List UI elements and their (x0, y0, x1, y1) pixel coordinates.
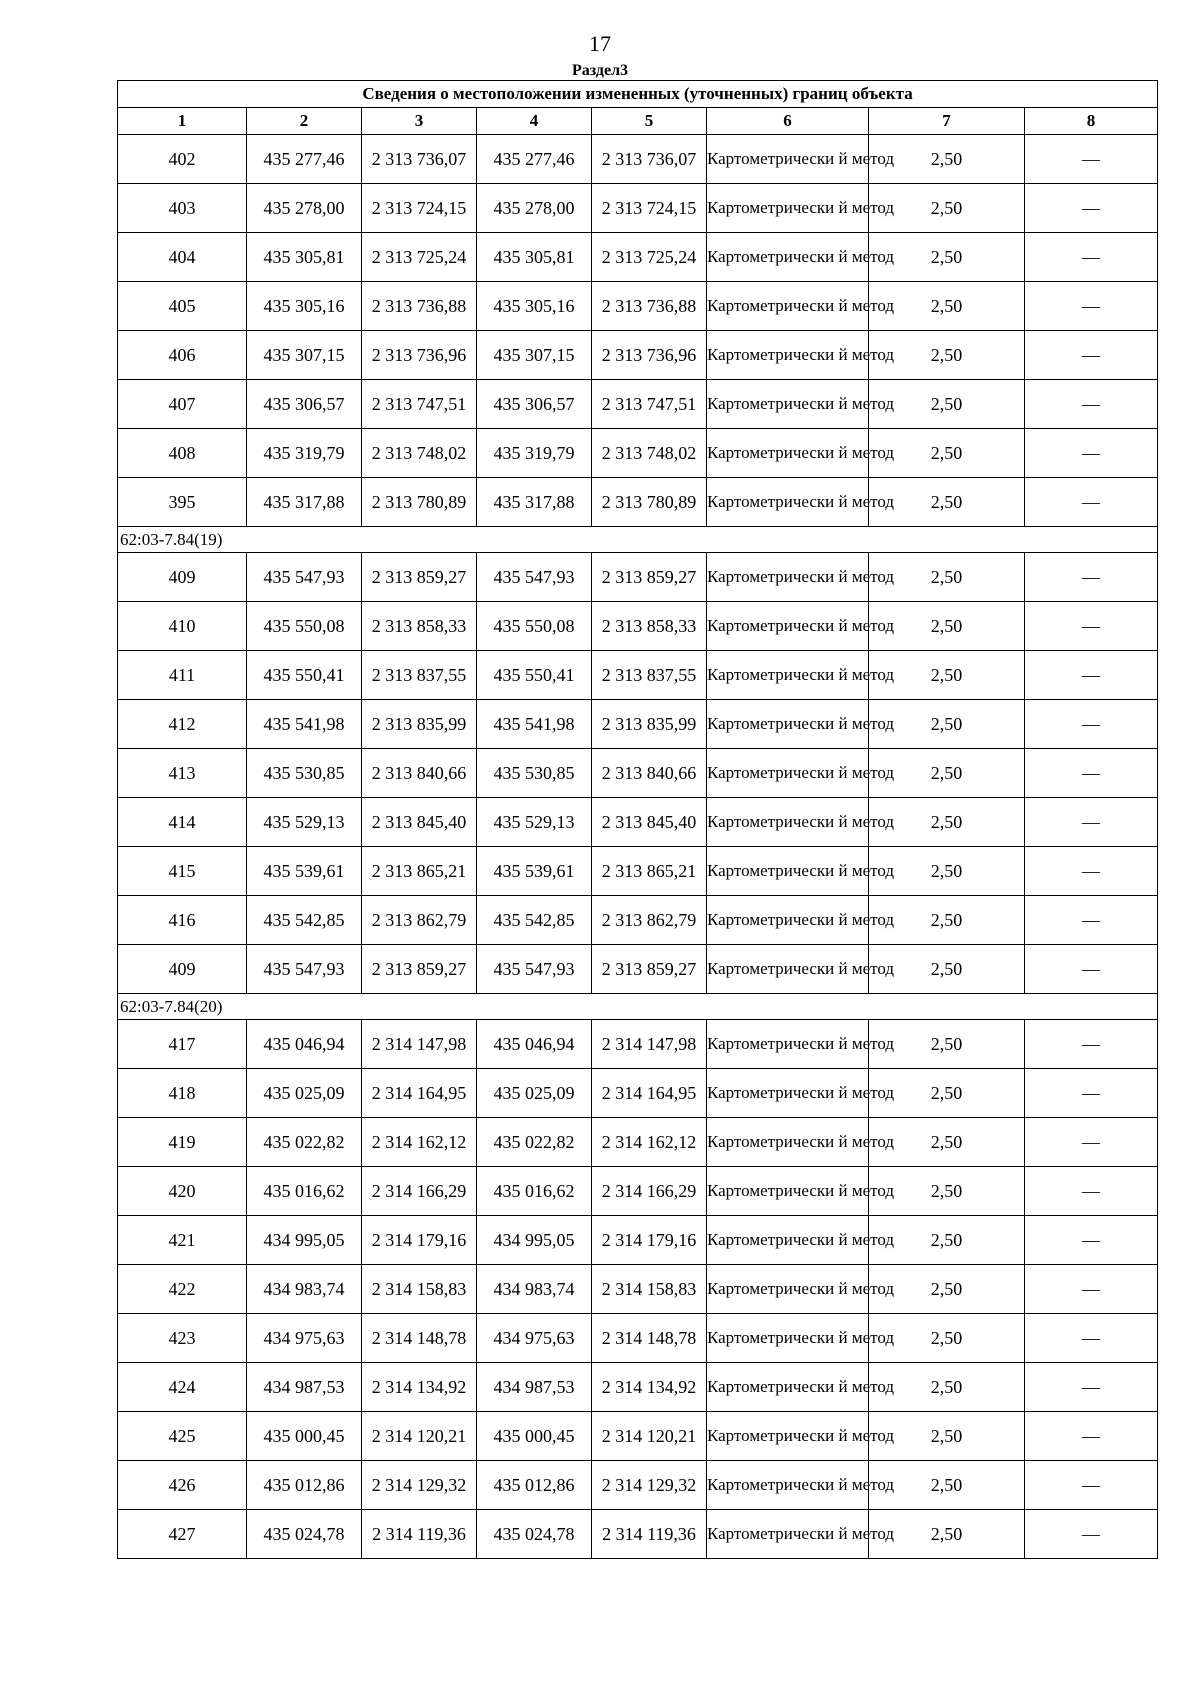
method-cell: Картометрически й метод (707, 798, 869, 847)
accuracy-cell: 2,50 (869, 282, 1025, 331)
x-new-coordinate-cell: 435 278,00 (477, 184, 592, 233)
accuracy-cell: 2,50 (869, 1314, 1025, 1363)
y-coordinate-cell: 2 313 736,07 (362, 135, 477, 184)
x-new-coordinate-cell: 435 542,85 (477, 896, 592, 945)
y-new-coordinate-cell: 2 314 120,21 (592, 1412, 707, 1461)
y-coordinate-cell: 2 313 840,66 (362, 749, 477, 798)
description-cell: — (1025, 331, 1158, 380)
description-cell: — (1025, 135, 1158, 184)
point-number-cell: 422 (118, 1265, 247, 1314)
group-label: 62:03-7.84(20) (118, 994, 1158, 1020)
table-row (118, 700, 1158, 749)
table-row (118, 1412, 1158, 1461)
x-coordinate-cell: 435 024,78 (247, 1510, 362, 1559)
x-coordinate-cell: 435 306,57 (247, 380, 362, 429)
y-coordinate-cell: 2 313 835,99 (362, 700, 477, 749)
description-cell: — (1025, 896, 1158, 945)
column-header: 6 (707, 108, 869, 135)
description-cell: — (1025, 282, 1158, 331)
y-coordinate-cell: 2 313 859,27 (362, 945, 477, 994)
accuracy-cell: 2,50 (869, 184, 1025, 233)
point-number-cell: 424 (118, 1363, 247, 1412)
method-cell: Картометрически й метод (707, 1020, 869, 1069)
x-coordinate-cell: 435 025,09 (247, 1069, 362, 1118)
description-cell: — (1025, 1363, 1158, 1412)
accuracy-cell: 2,50 (869, 429, 1025, 478)
point-number-cell: 402 (118, 135, 247, 184)
y-new-coordinate-cell: 2 313 736,88 (592, 282, 707, 331)
x-coordinate-cell: 435 530,85 (247, 749, 362, 798)
description-cell: — (1025, 184, 1158, 233)
y-new-coordinate-cell: 2 313 837,55 (592, 651, 707, 700)
accuracy-cell: 2,50 (869, 478, 1025, 527)
x-coordinate-cell: 435 547,93 (247, 945, 362, 994)
x-new-coordinate-cell: 435 539,61 (477, 847, 592, 896)
method-cell: Картометрически й метод (707, 1167, 869, 1216)
y-new-coordinate-cell: 2 313 858,33 (592, 602, 707, 651)
x-new-coordinate-cell: 435 541,98 (477, 700, 592, 749)
accuracy-cell: 2,50 (869, 380, 1025, 429)
method-cell: Картометрически й метод (707, 282, 869, 331)
description-cell: — (1025, 1461, 1158, 1510)
x-coordinate-cell: 435 016,62 (247, 1167, 362, 1216)
description-cell: — (1025, 798, 1158, 847)
y-new-coordinate-cell: 2 313 736,07 (592, 135, 707, 184)
x-new-coordinate-cell: 434 983,74 (477, 1265, 592, 1314)
accuracy-cell: 2,50 (869, 651, 1025, 700)
description-cell: — (1025, 1118, 1158, 1167)
description-cell: — (1025, 749, 1158, 798)
point-number-cell: 426 (118, 1461, 247, 1510)
group-header-row (118, 527, 1158, 553)
method-cell: Картометрически й метод (707, 1461, 869, 1510)
point-number-cell: 414 (118, 798, 247, 847)
x-new-coordinate-cell: 435 046,94 (477, 1020, 592, 1069)
x-coordinate-cell: 435 278,00 (247, 184, 362, 233)
y-coordinate-cell: 2 313 736,88 (362, 282, 477, 331)
point-number-cell: 412 (118, 700, 247, 749)
y-new-coordinate-cell: 2 314 162,12 (592, 1118, 707, 1167)
y-coordinate-cell: 2 314 134,92 (362, 1363, 477, 1412)
method-cell: Картометрически й метод (707, 651, 869, 700)
accuracy-cell: 2,50 (869, 945, 1025, 994)
y-new-coordinate-cell: 2 313 865,21 (592, 847, 707, 896)
y-coordinate-cell: 2 314 147,98 (362, 1020, 477, 1069)
y-coordinate-cell: 2 313 748,02 (362, 429, 477, 478)
y-coordinate-cell: 2 314 148,78 (362, 1314, 477, 1363)
table-row (118, 380, 1158, 429)
method-cell: Картометрически й метод (707, 1265, 869, 1314)
x-coordinate-cell: 435 000,45 (247, 1412, 362, 1461)
method-cell: Картометрически й метод (707, 896, 869, 945)
section-title: Раздел3 (571, 62, 629, 79)
y-coordinate-cell: 2 313 736,96 (362, 331, 477, 380)
x-new-coordinate-cell: 435 547,93 (477, 945, 592, 994)
point-number-cell: 427 (118, 1510, 247, 1559)
table-row (118, 1363, 1158, 1412)
x-coordinate-cell: 435 319,79 (247, 429, 362, 478)
x-coordinate-cell: 434 995,05 (247, 1216, 362, 1265)
description-cell: — (1025, 1216, 1158, 1265)
x-new-coordinate-cell: 435 319,79 (477, 429, 592, 478)
table-row (118, 478, 1158, 527)
point-number-cell: 418 (118, 1069, 247, 1118)
point-number-cell: 415 (118, 847, 247, 896)
y-coordinate-cell: 2 313 780,89 (362, 478, 477, 527)
x-new-coordinate-cell: 435 022,82 (477, 1118, 592, 1167)
table-row (118, 651, 1158, 700)
point-number-cell: 413 (118, 749, 247, 798)
method-cell: Картометрически й метод (707, 1412, 869, 1461)
y-new-coordinate-cell: 2 313 835,99 (592, 700, 707, 749)
x-new-coordinate-cell: 435 317,88 (477, 478, 592, 527)
method-cell: Картометрически й метод (707, 1069, 869, 1118)
description-cell: — (1025, 1412, 1158, 1461)
y-coordinate-cell: 2 314 129,32 (362, 1461, 477, 1510)
group-label: 62:03-7.84(19) (118, 527, 1158, 553)
y-new-coordinate-cell: 2 314 148,78 (592, 1314, 707, 1363)
y-new-coordinate-cell: 2 313 780,89 (592, 478, 707, 527)
table-row (118, 1461, 1158, 1510)
column-header-row (118, 108, 1158, 135)
column-header: 2 (247, 108, 362, 135)
y-new-coordinate-cell: 2 313 859,27 (592, 553, 707, 602)
x-coordinate-cell: 435 277,46 (247, 135, 362, 184)
y-new-coordinate-cell: 2 313 862,79 (592, 896, 707, 945)
method-cell: Картометрически й метод (707, 1510, 869, 1559)
y-coordinate-cell: 2 313 862,79 (362, 896, 477, 945)
table-row (118, 1265, 1158, 1314)
table-row (118, 135, 1158, 184)
x-coordinate-cell: 434 975,63 (247, 1314, 362, 1363)
method-cell: Картометрически й метод (707, 1314, 869, 1363)
accuracy-cell: 2,50 (869, 553, 1025, 602)
y-coordinate-cell: 2 313 845,40 (362, 798, 477, 847)
x-new-coordinate-cell: 435 530,85 (477, 749, 592, 798)
method-cell: Картометрически й метод (707, 1118, 869, 1167)
y-coordinate-cell: 2 314 164,95 (362, 1069, 477, 1118)
method-cell: Картометрически й метод (707, 1363, 869, 1412)
description-cell: — (1025, 1510, 1158, 1559)
y-new-coordinate-cell: 2 314 129,32 (592, 1461, 707, 1510)
accuracy-cell: 2,50 (869, 1412, 1025, 1461)
accuracy-cell: 2,50 (869, 847, 1025, 896)
x-coordinate-cell: 434 983,74 (247, 1265, 362, 1314)
y-new-coordinate-cell: 2 314 166,29 (592, 1167, 707, 1216)
boundary-coordinates-table (117, 80, 1158, 1559)
column-header: 3 (362, 108, 477, 135)
column-header: 7 (869, 108, 1025, 135)
group-header-row (118, 994, 1158, 1020)
y-new-coordinate-cell: 2 313 840,66 (592, 749, 707, 798)
accuracy-cell: 2,50 (869, 135, 1025, 184)
accuracy-cell: 2,50 (869, 1020, 1025, 1069)
table-row (118, 184, 1158, 233)
x-new-coordinate-cell: 435 000,45 (477, 1412, 592, 1461)
y-coordinate-cell: 2 314 179,16 (362, 1216, 477, 1265)
description-cell: — (1025, 478, 1158, 527)
x-coordinate-cell: 435 012,86 (247, 1461, 362, 1510)
x-new-coordinate-cell: 435 012,86 (477, 1461, 592, 1510)
accuracy-cell: 2,50 (869, 331, 1025, 380)
method-cell: Картометрически й метод (707, 847, 869, 896)
description-cell: — (1025, 651, 1158, 700)
method-cell: Картометрически й метод (707, 749, 869, 798)
y-new-coordinate-cell: 2 313 859,27 (592, 945, 707, 994)
point-number-cell: 425 (118, 1412, 247, 1461)
table-row (118, 1118, 1158, 1167)
accuracy-cell: 2,50 (869, 700, 1025, 749)
point-number-cell: 406 (118, 331, 247, 380)
y-coordinate-cell: 2 314 162,12 (362, 1118, 477, 1167)
point-number-cell: 405 (118, 282, 247, 331)
x-new-coordinate-cell: 435 547,93 (477, 553, 592, 602)
description-cell: — (1025, 945, 1158, 994)
description-cell: — (1025, 1167, 1158, 1216)
description-cell: — (1025, 1069, 1158, 1118)
x-coordinate-cell: 435 046,94 (247, 1020, 362, 1069)
accuracy-cell: 2,50 (869, 1118, 1025, 1167)
description-cell: — (1025, 553, 1158, 602)
method-cell: Картометрически й метод (707, 135, 869, 184)
table-row (118, 282, 1158, 331)
y-coordinate-cell: 2 314 166,29 (362, 1167, 477, 1216)
x-new-coordinate-cell: 435 305,81 (477, 233, 592, 282)
table-row (118, 1510, 1158, 1559)
method-cell: Картометрически й метод (707, 233, 869, 282)
table-body (118, 135, 1158, 1559)
y-coordinate-cell: 2 313 865,21 (362, 847, 477, 896)
point-number-cell: 408 (118, 429, 247, 478)
x-coordinate-cell: 435 317,88 (247, 478, 362, 527)
x-coordinate-cell: 435 305,81 (247, 233, 362, 282)
y-coordinate-cell: 2 314 158,83 (362, 1265, 477, 1314)
y-new-coordinate-cell: 2 314 119,36 (592, 1510, 707, 1559)
x-new-coordinate-cell: 435 306,57 (477, 380, 592, 429)
description-cell: — (1025, 847, 1158, 896)
accuracy-cell: 2,50 (869, 749, 1025, 798)
table-row (118, 553, 1158, 602)
y-coordinate-cell: 2 313 858,33 (362, 602, 477, 651)
table-row (118, 749, 1158, 798)
point-number-cell: 410 (118, 602, 247, 651)
method-cell: Картометрически й метод (707, 602, 869, 651)
accuracy-cell: 2,50 (869, 798, 1025, 847)
y-new-coordinate-cell: 2 314 158,83 (592, 1265, 707, 1314)
x-new-coordinate-cell: 435 016,62 (477, 1167, 592, 1216)
method-cell: Картометрически й метод (707, 478, 869, 527)
x-new-coordinate-cell: 435 529,13 (477, 798, 592, 847)
x-coordinate-cell: 435 542,85 (247, 896, 362, 945)
y-new-coordinate-cell: 2 313 845,40 (592, 798, 707, 847)
description-cell: — (1025, 233, 1158, 282)
table-row (118, 896, 1158, 945)
point-number-cell: 409 (118, 945, 247, 994)
y-new-coordinate-cell: 2 314 134,92 (592, 1363, 707, 1412)
column-header: 1 (118, 108, 247, 135)
point-number-cell: 419 (118, 1118, 247, 1167)
description-cell: — (1025, 1265, 1158, 1314)
column-header: 8 (1025, 108, 1158, 135)
y-coordinate-cell: 2 313 747,51 (362, 380, 477, 429)
accuracy-cell: 2,50 (869, 1461, 1025, 1510)
x-coordinate-cell: 435 550,41 (247, 651, 362, 700)
x-new-coordinate-cell: 434 975,63 (477, 1314, 592, 1363)
table-row (118, 429, 1158, 478)
y-coordinate-cell: 2 314 119,36 (362, 1510, 477, 1559)
method-cell: Картометрически й метод (707, 553, 869, 602)
y-coordinate-cell: 2 314 120,21 (362, 1412, 477, 1461)
description-cell: — (1025, 429, 1158, 478)
column-header: 4 (477, 108, 592, 135)
table-row (118, 1020, 1158, 1069)
x-new-coordinate-cell: 435 550,41 (477, 651, 592, 700)
table-title: Сведения о местоположении измененных (уточненных) границ объекта (118, 81, 1158, 108)
x-new-coordinate-cell: 435 277,46 (477, 135, 592, 184)
point-number-cell: 407 (118, 380, 247, 429)
point-number-cell: 416 (118, 896, 247, 945)
table-row (118, 602, 1158, 651)
accuracy-cell: 2,50 (869, 602, 1025, 651)
point-number-cell: 409 (118, 553, 247, 602)
point-number-cell: 411 (118, 651, 247, 700)
table-row (118, 945, 1158, 994)
x-coordinate-cell: 435 022,82 (247, 1118, 362, 1167)
point-number-cell: 421 (118, 1216, 247, 1265)
description-cell: — (1025, 700, 1158, 749)
x-new-coordinate-cell: 435 307,15 (477, 331, 592, 380)
x-coordinate-cell: 435 550,08 (247, 602, 362, 651)
accuracy-cell: 2,50 (869, 1363, 1025, 1412)
method-cell: Картометрически й метод (707, 1216, 869, 1265)
point-number-cell: 404 (118, 233, 247, 282)
accuracy-cell: 2,50 (869, 1510, 1025, 1559)
point-number-cell: 395 (118, 478, 247, 527)
table-row (118, 1069, 1158, 1118)
y-new-coordinate-cell: 2 313 725,24 (592, 233, 707, 282)
method-cell: Картометрически й метод (707, 700, 869, 749)
method-cell: Картометрически й метод (707, 380, 869, 429)
y-coordinate-cell: 2 313 725,24 (362, 233, 477, 282)
point-number-cell: 417 (118, 1020, 247, 1069)
x-coordinate-cell: 435 529,13 (247, 798, 362, 847)
column-header: 5 (592, 108, 707, 135)
y-new-coordinate-cell: 2 314 147,98 (592, 1020, 707, 1069)
y-new-coordinate-cell: 2 313 736,96 (592, 331, 707, 380)
x-coordinate-cell: 435 305,16 (247, 282, 362, 331)
table-row (118, 233, 1158, 282)
x-coordinate-cell: 435 539,61 (247, 847, 362, 896)
table-row (118, 1314, 1158, 1363)
y-new-coordinate-cell: 2 314 164,95 (592, 1069, 707, 1118)
table-row (118, 847, 1158, 896)
accuracy-cell: 2,50 (869, 1265, 1025, 1314)
x-new-coordinate-cell: 434 995,05 (477, 1216, 592, 1265)
y-new-coordinate-cell: 2 313 748,02 (592, 429, 707, 478)
y-coordinate-cell: 2 313 859,27 (362, 553, 477, 602)
x-new-coordinate-cell: 435 550,08 (477, 602, 592, 651)
x-new-coordinate-cell: 435 024,78 (477, 1510, 592, 1559)
table-row (118, 1216, 1158, 1265)
point-number-cell: 420 (118, 1167, 247, 1216)
table-row (118, 331, 1158, 380)
point-number-cell: 403 (118, 184, 247, 233)
y-new-coordinate-cell: 2 313 724,15 (592, 184, 707, 233)
description-cell: — (1025, 1020, 1158, 1069)
y-coordinate-cell: 2 313 837,55 (362, 651, 477, 700)
accuracy-cell: 2,50 (869, 1069, 1025, 1118)
x-coordinate-cell: 434 987,53 (247, 1363, 362, 1412)
accuracy-cell: 2,50 (869, 1167, 1025, 1216)
method-cell: Картометрически й метод (707, 184, 869, 233)
accuracy-cell: 2,50 (869, 1216, 1025, 1265)
method-cell: Картометрически й метод (707, 331, 869, 380)
y-new-coordinate-cell: 2 314 179,16 (592, 1216, 707, 1265)
description-cell: — (1025, 380, 1158, 429)
accuracy-cell: 2,50 (869, 233, 1025, 282)
x-coordinate-cell: 435 307,15 (247, 331, 362, 380)
x-coordinate-cell: 435 541,98 (247, 700, 362, 749)
y-new-coordinate-cell: 2 313 747,51 (592, 380, 707, 429)
page-number: 17 (589, 31, 611, 56)
description-cell: — (1025, 602, 1158, 651)
x-new-coordinate-cell: 435 025,09 (477, 1069, 592, 1118)
description-cell: — (1025, 1314, 1158, 1363)
x-new-coordinate-cell: 435 305,16 (477, 282, 592, 331)
method-cell: Картометрически й метод (707, 429, 869, 478)
accuracy-cell: 2,50 (869, 896, 1025, 945)
x-coordinate-cell: 435 547,93 (247, 553, 362, 602)
point-number-cell: 423 (118, 1314, 247, 1363)
x-new-coordinate-cell: 434 987,53 (477, 1363, 592, 1412)
method-cell: Картометрически й метод (707, 945, 869, 994)
table-row (118, 1167, 1158, 1216)
table-row (118, 798, 1158, 847)
y-coordinate-cell: 2 313 724,15 (362, 184, 477, 233)
